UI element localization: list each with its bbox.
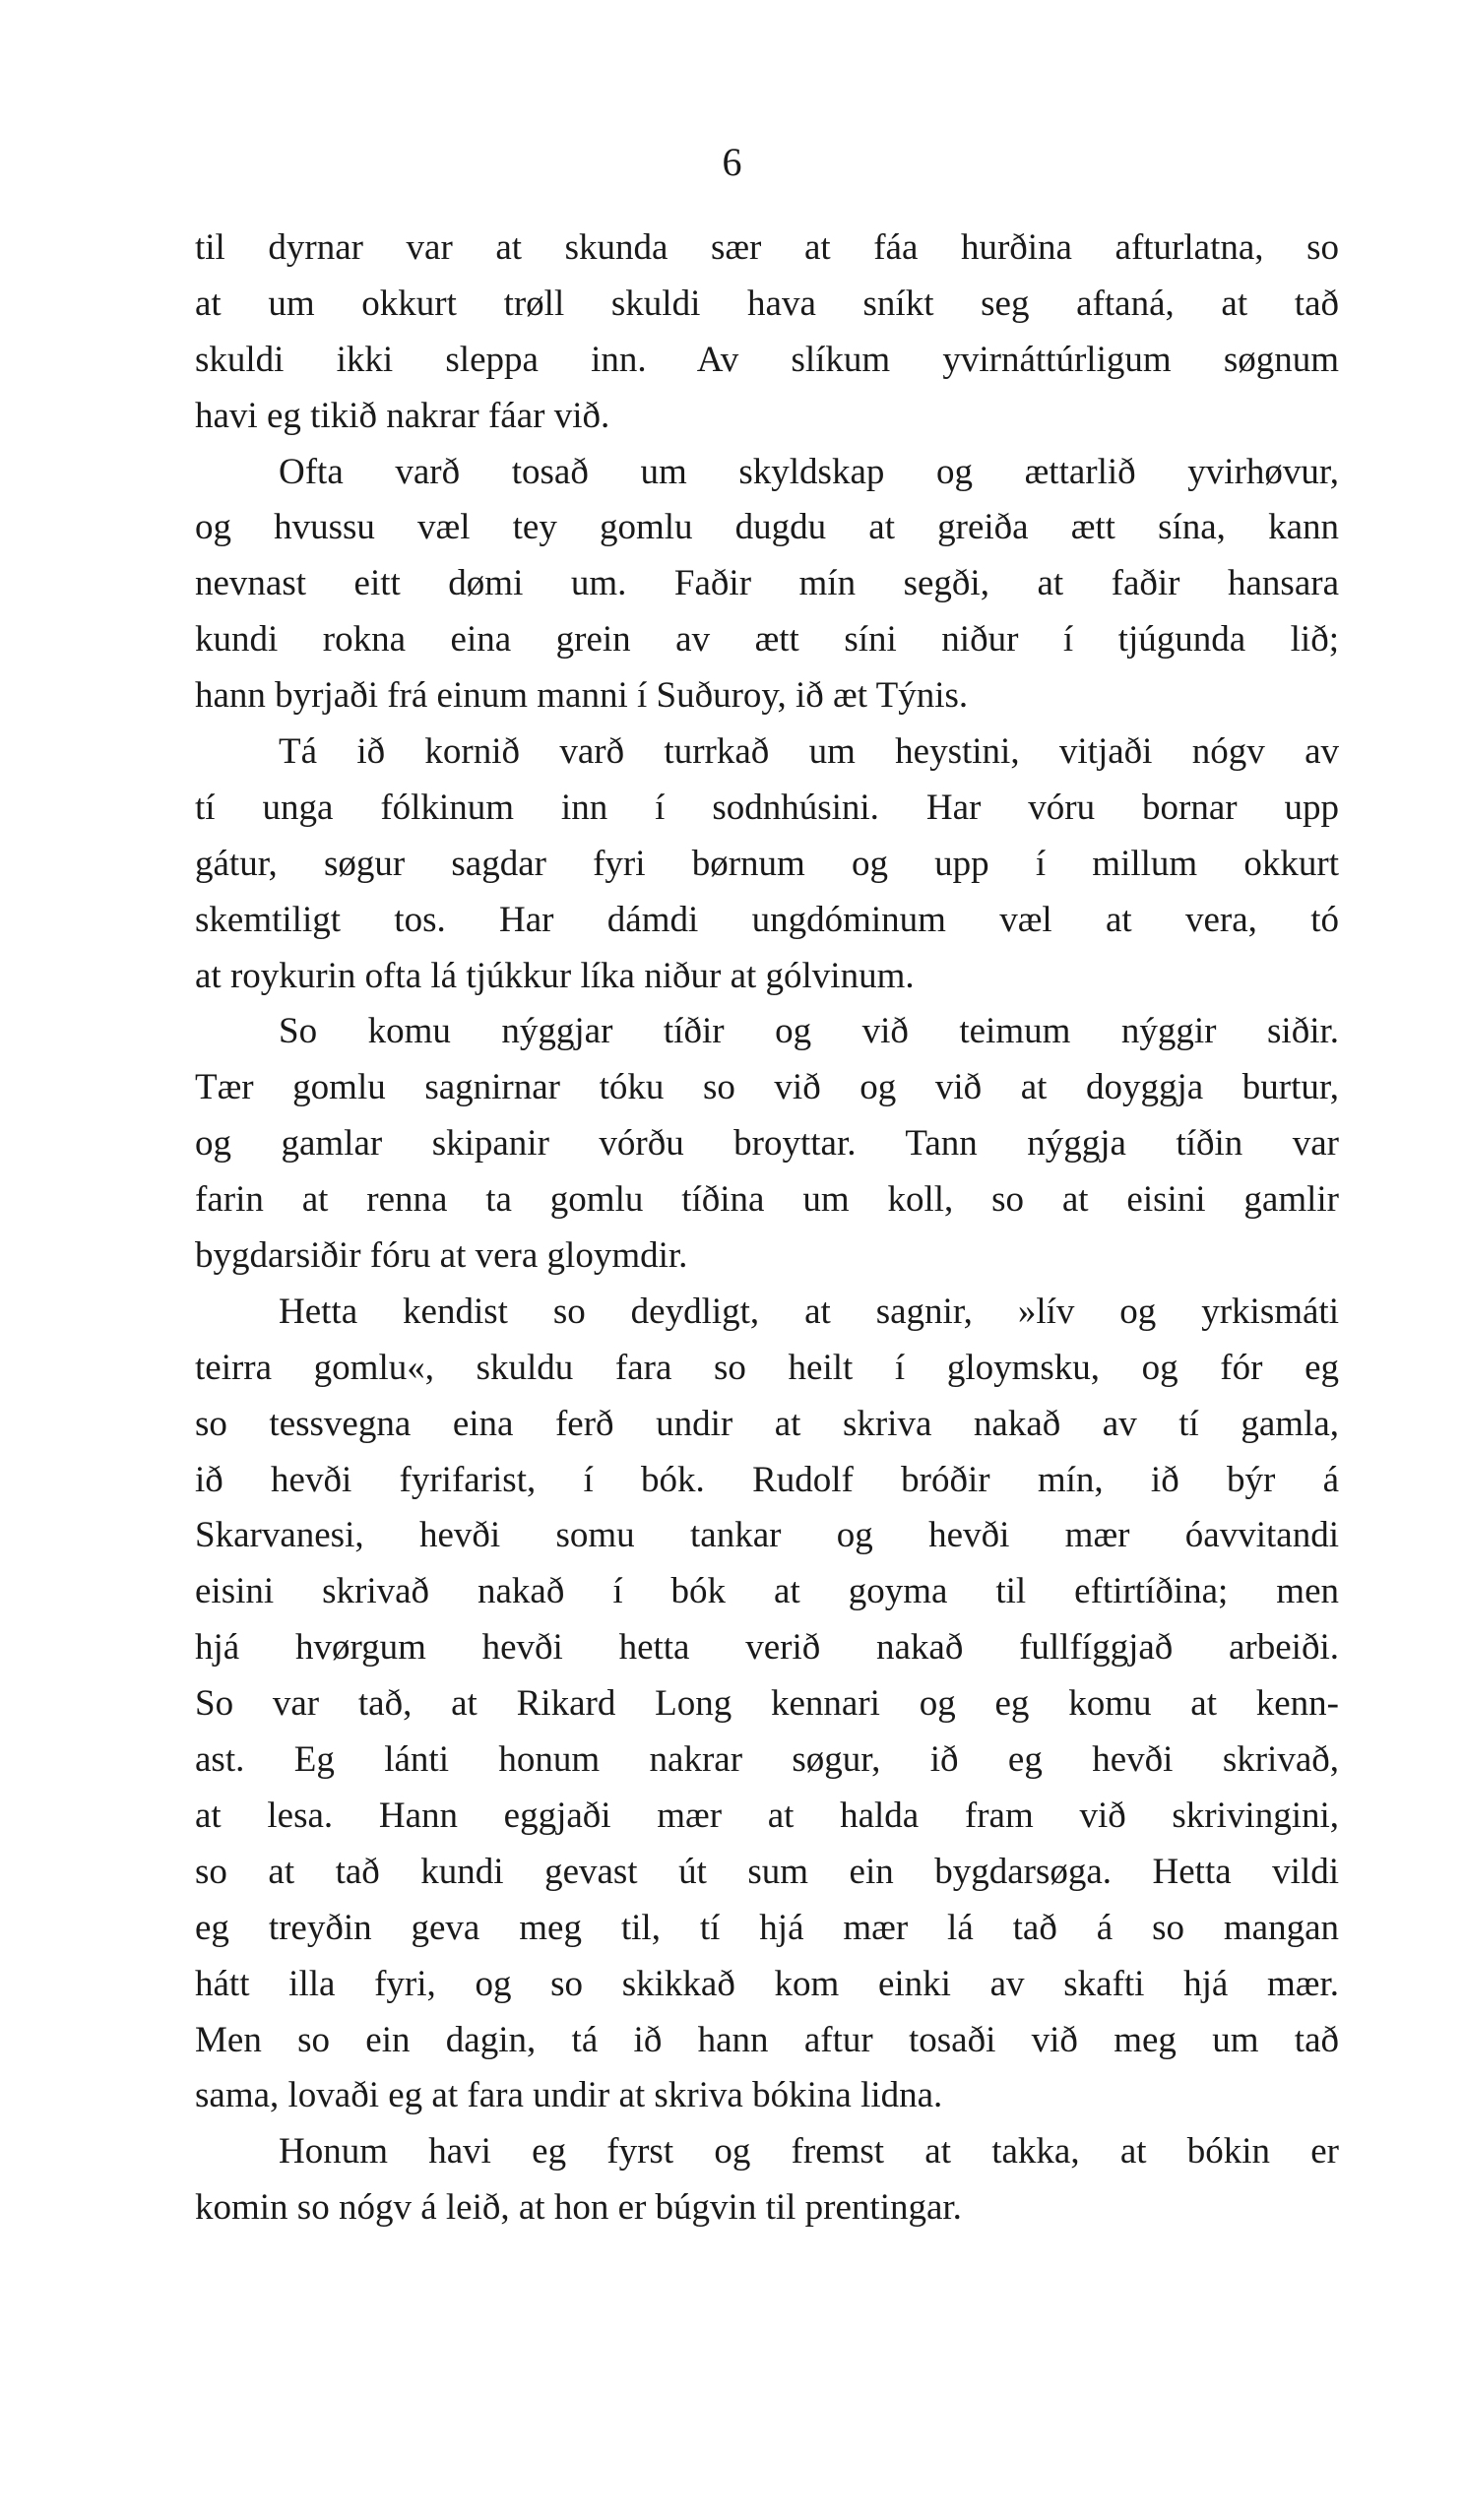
text-line: og hvussu væl tey gomlu dugdu at greiða ætt sína, kann — [195, 507, 1339, 548]
text-line: hann byrjaði frá einum manni í Suðuroy, ið æt Týnis. — [195, 675, 969, 717]
text-line: skemtiligt tos. Har dámdi ungdóminum væl at vera, tó — [195, 899, 1339, 940]
text-line: havi eg tikið nakrar fáar við. — [195, 395, 610, 436]
text-line: So komu nýggjar tíðir og við teimum nýggir siðir. — [279, 1011, 1339, 1052]
text-line: tí unga fólkinum inn í sodnhúsini. Har vóru bornar upp — [195, 787, 1339, 828]
text-line: hjá hvørgum hevði hetta verið nakað fullfíggjað arbeiði. — [195, 1627, 1339, 1669]
text-line: eg treyðin geva meg til, tí hjá mær lá tað á so mangan — [195, 1907, 1339, 1948]
text-line: at um okkurt trøll skuldi hava sníkt seg aftaná, at tað — [195, 283, 1339, 324]
text-line: Honum havi eg fyrst og fremst at takka, at bókin er — [279, 2131, 1339, 2173]
text-line: Ofta varð tosað um skyldskap og ættarlið yvirhøvur, — [279, 451, 1339, 492]
text-line: ast. Eg lánti honum nakrar søgur, ið eg hevði skrivað, — [195, 1739, 1339, 1781]
text-line: bygdarsiðir fóru at vera gloymdir. — [195, 1235, 688, 1277]
text-line: farin at renna ta gomlu tíðina um koll, so at eisini gamlir — [195, 1179, 1339, 1221]
text-line: skuldi ikki sleppa inn. Av slíkum yvirnáttúrligum søgnum — [195, 339, 1339, 380]
text-line: til dyrnar var at skunda sær at fáa hurðina afturlatna, so — [195, 227, 1339, 268]
text-line: nevnast eitt dømi um. Faðir mín segði, at faðir hansara — [195, 563, 1339, 604]
text-line: hátt illa fyri, og so skikkað kom einki av skafti hjá mær. — [195, 1963, 1339, 2004]
text-line: ið hevði fyrifarist, í bók. Rudolf bróðir mín, ið býr á — [195, 1459, 1339, 1500]
text-line: Tær gomlu sagnirnar tóku so við og við at doyggja burtur, — [195, 1067, 1339, 1108]
text-line: Skarvanesi, hevði somu tankar og hevði mær óavvitandi — [195, 1515, 1339, 1556]
page-number: 6 — [722, 140, 742, 184]
text-line: kundi rokna eina grein av ætt síni niður í tjúgunda lið; — [195, 619, 1339, 661]
body-text — [195, 220, 1339, 2236]
text-line: at lesa. Hann eggjaði mær at halda fram við skrivingini, — [195, 1795, 1339, 1836]
text-line: eisini skrivað nakað í bók at goyma til eftirtíðina; men — [195, 1571, 1339, 1612]
text-line: teirra gomlu«, skuldu fara so heilt í gloymsku, og fór eg — [195, 1347, 1339, 1388]
text-line: komin so nógv á leið, at hon er búgvin til prentingar. — [195, 2187, 962, 2229]
text-line: at roykurin ofta lá tjúkkur líka niður at gólvinum. — [195, 955, 915, 996]
text-line: gátur, søgur sagdar fyri børnum og upp í millum okkurt — [195, 843, 1339, 884]
text-line: so at tað kundi gevast út sum ein bygdarsøga. Hetta vildi — [195, 1851, 1339, 1892]
text-line: Hetta kendist so deydligt, at sagnir, »lív og yrkismáti — [279, 1291, 1339, 1332]
text-line: So var tað, at Rikard Long kennari og eg komu at kenn- — [195, 1683, 1339, 1725]
text-line: og gamlar skipanir vórðu broyttar. Tann nýggja tíðin var — [195, 1123, 1339, 1165]
text-line: sama, lovaði eg at fara undir at skriva bókina lidna. — [195, 2075, 943, 2116]
text-line: so tessvegna eina ferð undir at skriva nakað av tí gamla, — [195, 1403, 1339, 1444]
text-line: Men so ein dagin, tá ið hann aftur tosaði við meg um tað — [195, 2019, 1339, 2060]
text-line: Tá ið kornið varð turrkað um heystini, vitjaði nógv av — [279, 731, 1339, 773]
